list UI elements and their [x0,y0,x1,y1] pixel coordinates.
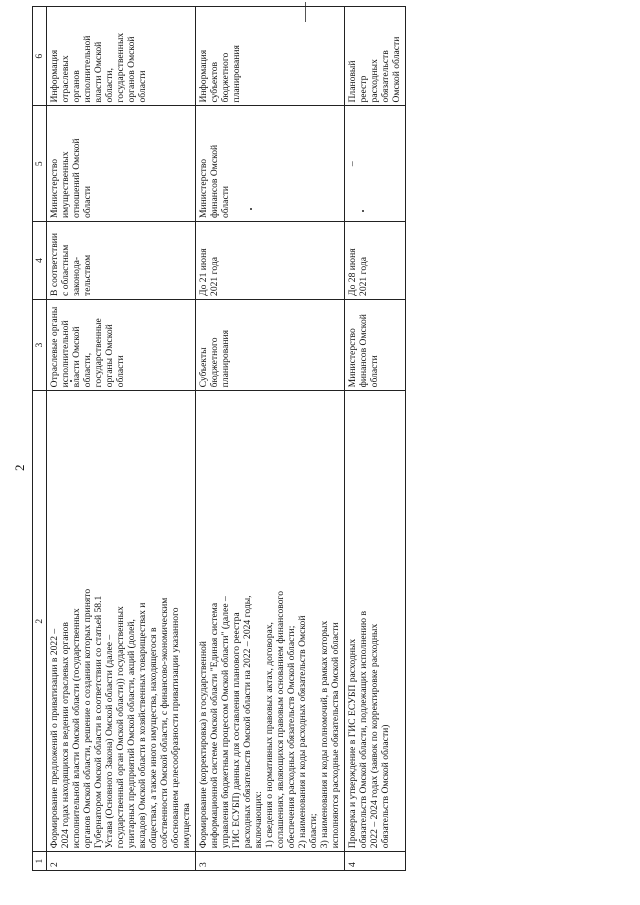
table-header-row [33,7,47,871]
table-row [345,7,406,871]
executors-cell: Отраслевые органы исполнительной власти Омской области, государственные органы Омской области [47,299,196,390]
row-number: 3 [196,852,345,871]
header-cell: 6 [33,7,47,107]
header-cell: 3 [33,299,47,390]
deadline-cell: До 28 июня 2021 года [345,222,406,300]
table-row [196,7,345,871]
deadline-cell: До 21 июня 2021 года [196,222,345,300]
result-cell: Плановый реестр расходных обязательств Омской области [345,7,406,107]
recipient-cell: – [345,106,406,222]
page-number: 2 [12,464,27,471]
executors-cell: Министерство финансов Омской области [345,299,406,390]
header-cell: 2 [33,391,47,852]
task-cell: Формирование (корректировка) в государственной информационной системе Омской области "Единая система управления бюджетным процессом Омской области" (далее – ГИС ЕСУБП) данных для составления планового реестра расходных обязательств Омской области на 2022 – 2024 годы, включающих: 1) сведения о нормативных правовых актах, договорах, соглашениях, являющихся правовым основанием финансового обеспечения расходных обязательств Омской области; 2) наименования и коды расходных обязательств Омской области; 3) наименования и коды полномочий, в рамках которых исполняются расходные обязательства Омской области [196,391,345,852]
row-number: 2 [47,852,196,871]
result-cell: Информация отраслевых органов исполнительной власти Омской области, государственных органов Омской области [47,7,196,107]
deadline-cell: В соответствии с областным законода- тельством [47,222,196,300]
recipient-cell: Министерство имущественных отношений Омской области [47,106,196,222]
result-cell: Информация субъектов бюджетного планирования [196,7,345,107]
task-cell: Проверка и утверждение в ГИС ЕСУБП расходных обязательств Омской области, подлежащих исполнению в 2022 – 2024 годах (заявок по корректировке расходных обязательств Омской области) [345,391,406,852]
header-cell: 5 [33,106,47,222]
header-cell: 4 [33,222,47,300]
row-number: 4 [345,852,406,871]
plan-table [32,6,406,871]
table-row [47,7,196,871]
recipient-cell: Министерство финансов Омской области [196,106,345,222]
task-cell: Формирование предложений о приватизации в 2022 – 2024 годах находящихся в ведении отраслевых органов исполнительной власти Омской области (государственных органов Омской области, решение о создании которых принято Губернатором Омской области в соответствии со статьей 58.1 Устава (Основного Закона) Омской области (далее – государственный орган Омской области)) государственных унитарных предприятий Омской области, акций (долей, вкладов) Омской области в хозяйственных товариществах и обществах, а также иного имущества, находящегося в собственности Омской области, с финансово-экономическим обоснованием целесообразности приватизации указанного имущества [47,391,196,852]
executors-cell: Субъекты бюджетного планирования [196,299,345,390]
header-cell: 1 [33,852,47,871]
